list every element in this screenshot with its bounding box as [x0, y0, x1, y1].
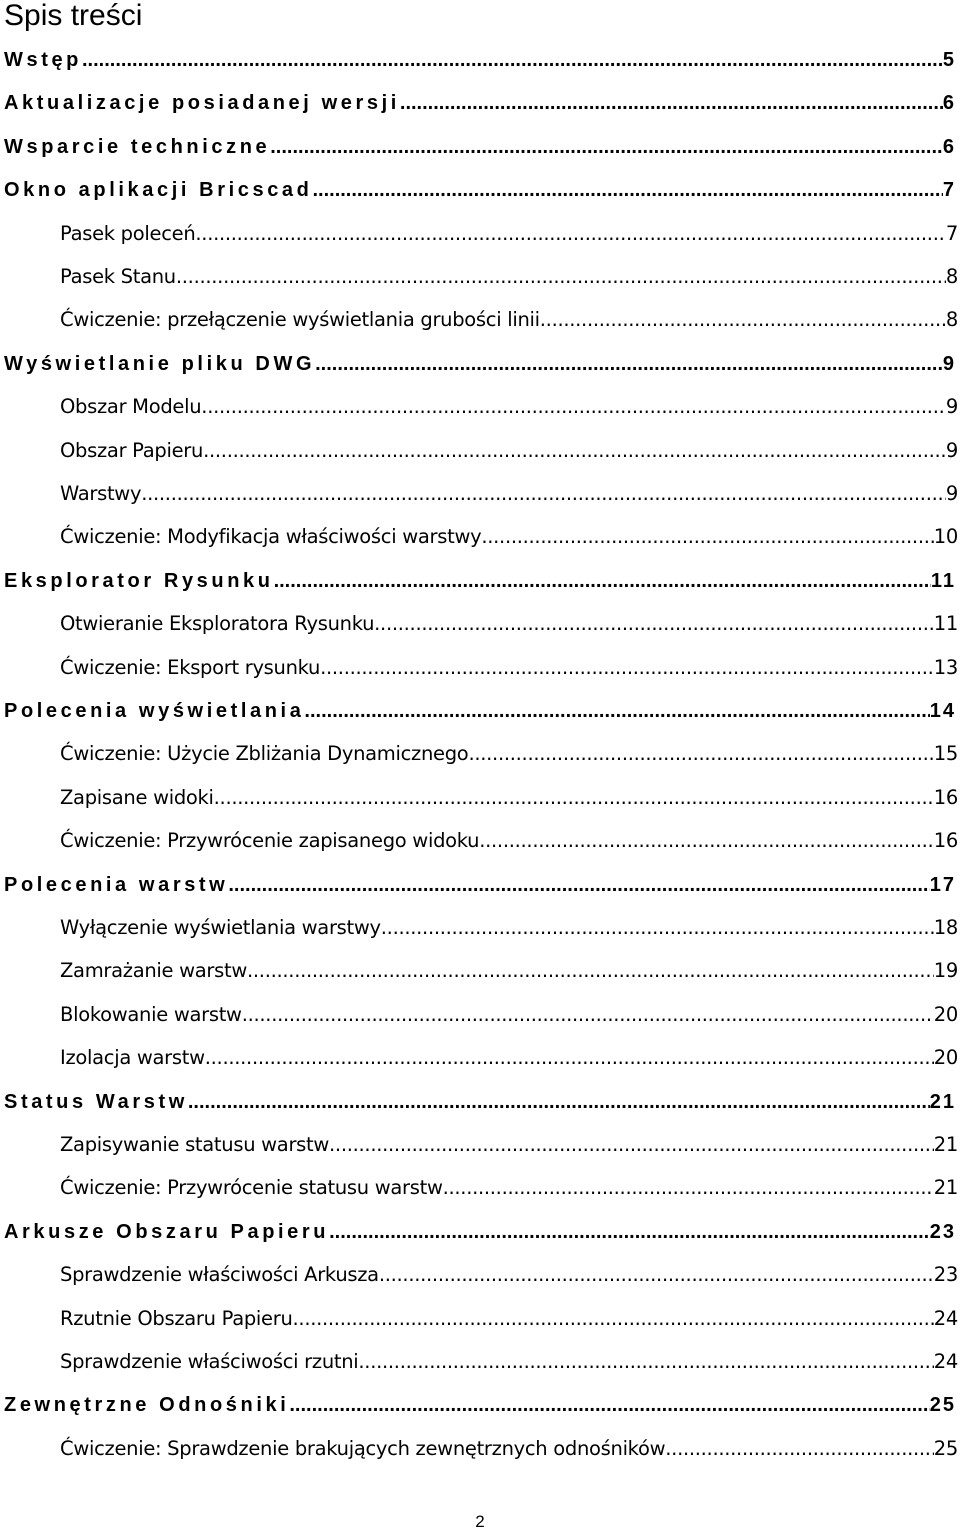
toc-entry-page: 9	[945, 438, 958, 462]
toc-section-entry[interactable]	[0, 217, 960, 247]
toc-entry-page: 24	[933, 1350, 958, 1373]
toc-entry-label: Obszar Modelu	[60, 395, 202, 419]
toc-entry-label: Eksplorator Rysunku	[4, 569, 274, 592]
toc-dot-leader	[289, 1392, 929, 1418]
toc-dot-leader	[176, 264, 946, 290]
toc-dot-leader	[274, 568, 931, 594]
toc-entry-label: Ćwiczenie: Eksport rysunku	[60, 655, 321, 679]
toc-entry-label: Zapisywanie statusu warstw	[60, 1133, 330, 1156]
toc-dot-leader	[329, 1219, 930, 1245]
toc-section-entry[interactable]	[0, 390, 960, 420]
toc-entry-page: 5	[942, 49, 956, 71]
toc-section-entry[interactable]	[0, 303, 960, 333]
page-number: 2	[475, 1512, 485, 1531]
toc-section-entry[interactable]	[0, 1171, 960, 1201]
toc-entry-page: 9	[945, 395, 958, 419]
toc-entry-page: 15	[933, 742, 958, 766]
toc-entry-page: 6	[942, 92, 956, 115]
toc-section-entry[interactable]	[0, 477, 960, 507]
toc-entry-label: Blokowanie warstw	[60, 1002, 242, 1026]
toc-section-entry[interactable]	[0, 1128, 960, 1158]
toc-dot-leader	[304, 698, 929, 724]
toc-section-entry[interactable]	[0, 911, 960, 941]
toc-dot-leader	[329, 1132, 934, 1158]
toc-section-entry[interactable]	[0, 651, 960, 681]
toc-entry-page: 11	[930, 569, 956, 592]
toc-section-entry[interactable]	[0, 781, 960, 811]
toc-section-entry[interactable]	[0, 607, 960, 637]
toc-entry-page: 21	[933, 1176, 958, 1200]
toc-section-entry[interactable]	[0, 954, 960, 984]
toc-entry-page: 8	[945, 308, 958, 332]
toc-entry-label: Zewnętrzne Odnośniki	[4, 1394, 290, 1417]
toc-dot-leader	[540, 307, 946, 333]
toc-entry-label: Wsparcie techniczne	[4, 135, 271, 158]
toc-entry-label: Pasek poleceń	[60, 221, 196, 245]
toc-dot-leader	[443, 1175, 934, 1201]
toc-entry-label: Ćwiczenie: przełączenie wyświetlania grubości linii	[60, 308, 540, 332]
toc-entry-page: 18	[933, 916, 958, 939]
toc-chapter-entry[interactable]	[0, 347, 960, 377]
toc-entry-label: Okno aplikacji Bricscad	[4, 179, 313, 202]
toc-section-entry[interactable]	[0, 1432, 960, 1462]
toc-entry-page: 17	[929, 873, 956, 896]
toc-entry-page: 24	[933, 1306, 958, 1330]
toc-dot-leader	[312, 177, 942, 203]
toc-entry-label: Rzutnie Obszaru Papieru	[60, 1306, 293, 1330]
toc-entry-page: 21	[933, 1133, 958, 1156]
toc-section-entry[interactable]	[0, 1041, 960, 1071]
toc-dot-leader	[228, 872, 929, 898]
toc-dot-leader	[379, 1262, 934, 1288]
toc-entry-label: Sprawdzenie właściwości Arkusza	[60, 1263, 379, 1287]
toc-dot-leader	[188, 1089, 930, 1115]
toc-entry-label: Otwieranie Eksploratora Rysunku	[60, 612, 375, 636]
toc-entry-label: Wyświetlanie pliku DWG	[4, 352, 316, 375]
toc-entry-page: 9	[942, 352, 956, 375]
toc-dot-leader	[242, 1002, 934, 1028]
toc-section-entry[interactable]	[0, 998, 960, 1028]
toc-dot-leader	[400, 90, 943, 116]
toc-entry-page: 19	[933, 959, 958, 983]
toc-entry-label: Wstęp	[4, 49, 82, 71]
toc-entry-label: Izolacja warstw	[60, 1046, 205, 1070]
toc-entry-page: 14	[929, 700, 956, 722]
toc-entry-page: 10	[933, 525, 958, 549]
toc-chapter-entry[interactable]	[0, 694, 960, 724]
toc-dot-leader	[293, 1306, 934, 1332]
toc-entry-page: 8	[945, 265, 958, 288]
toc-entry-page: 16	[933, 785, 958, 809]
toc-entry-label: Ćwiczenie: Użycie Zbliżania Dynamicznego	[60, 742, 469, 766]
toc-section-entry[interactable]	[0, 1258, 960, 1288]
toc-entry-label: Status Warstw	[4, 1090, 188, 1113]
toc-dot-leader	[203, 438, 946, 464]
toc-entry-label: Wyłączenie wyświetlania warstwy	[60, 916, 381, 939]
toc-chapter-entry[interactable]	[0, 1388, 960, 1418]
toc-dot-leader	[665, 1436, 934, 1462]
toc-entry-label: Warstwy	[60, 482, 142, 505]
toc-entry-page: 20	[933, 1046, 958, 1070]
toc-entry-label: Zamrażanie warstw	[60, 959, 247, 983]
toc-section-entry[interactable]	[0, 824, 960, 854]
toc-dot-leader	[82, 47, 943, 73]
toc-chapter-entry[interactable]	[0, 130, 960, 160]
toc-chapter-entry[interactable]	[0, 86, 960, 116]
toc-dot-leader	[481, 524, 933, 550]
toc-entry-label: Obszar Papieru	[60, 438, 204, 462]
toc-chapter-entry[interactable]	[0, 43, 960, 73]
toc-entry-label: Polecenia wyświetlania	[4, 700, 305, 722]
toc-entry-page: 7	[945, 221, 958, 245]
toc-entry-page: 23	[933, 1263, 958, 1287]
toc-chapter-entry[interactable]	[0, 1085, 960, 1115]
toc-dot-leader	[247, 958, 934, 984]
toc-entry-page: 6	[942, 135, 956, 158]
toc-dot-leader	[201, 394, 946, 420]
toc-chapter-entry[interactable]	[0, 868, 960, 898]
toc-dot-leader	[320, 655, 934, 681]
toc-entry-page: 11	[933, 612, 958, 636]
toc-entry-label: Ćwiczenie: Modyfikacja właściwości warstwy	[60, 525, 482, 549]
toc-entry-page: 13	[933, 655, 958, 679]
toc-entry-label: Ćwiczenie: Przywrócenie zapisanego widoku	[60, 829, 480, 853]
toc-section-entry[interactable]	[0, 737, 960, 767]
toc-entry-page: 21	[929, 1090, 956, 1113]
toc-entry-page: 25	[933, 1436, 958, 1460]
toc-entry-label: Ćwiczenie: Przywrócenie statusu warstw	[60, 1176, 443, 1200]
toc-dot-leader	[205, 1045, 934, 1071]
toc-dot-leader	[270, 134, 943, 160]
toc-section-entry[interactable]	[0, 434, 960, 464]
toc-entry-page: 16	[933, 829, 958, 853]
toc-entry-label: Pasek Stanu	[60, 265, 176, 288]
toc-title: Spis treści	[4, 0, 143, 32]
toc-dot-leader	[479, 828, 934, 854]
toc-section-entry[interactable]	[0, 520, 960, 550]
toc-dot-leader	[195, 221, 946, 247]
toc-dot-leader	[315, 351, 943, 377]
toc-dot-leader	[358, 1349, 933, 1375]
toc-chapter-entry[interactable]	[0, 173, 960, 203]
toc-entry-label: Zapisane widoki	[60, 785, 214, 809]
toc-entry-page: 20	[933, 1002, 958, 1026]
toc-dot-leader	[468, 741, 933, 767]
toc-dot-leader	[374, 611, 934, 637]
toc-entry-label: Sprawdzenie właściwości rzutni	[60, 1350, 359, 1373]
toc-section-entry[interactable]	[0, 1302, 960, 1332]
toc-entry-label: Polecenia warstw	[4, 873, 229, 896]
toc-chapter-entry[interactable]	[0, 564, 960, 594]
toc-dot-leader	[141, 481, 946, 507]
toc-entry-page: 23	[929, 1220, 956, 1243]
toc-entry-page: 9	[945, 482, 958, 505]
toc-entry-label: Aktualizacje posiadanej wersji	[4, 92, 400, 115]
toc-entry-label: Ćwiczenie: Sprawdzenie brakujących zewnętrznych odnośników	[60, 1436, 666, 1460]
toc-dot-leader	[381, 915, 934, 941]
toc-section-entry[interactable]	[0, 1345, 960, 1375]
toc-entry-page: 7	[942, 179, 956, 202]
toc-section-entry[interactable]	[0, 260, 960, 290]
toc-chapter-entry[interactable]	[0, 1215, 960, 1245]
toc-dot-leader	[214, 785, 934, 811]
toc-entry-label: Arkusze Obszaru Papieru	[4, 1220, 330, 1243]
toc-entry-page: 25	[929, 1394, 956, 1417]
